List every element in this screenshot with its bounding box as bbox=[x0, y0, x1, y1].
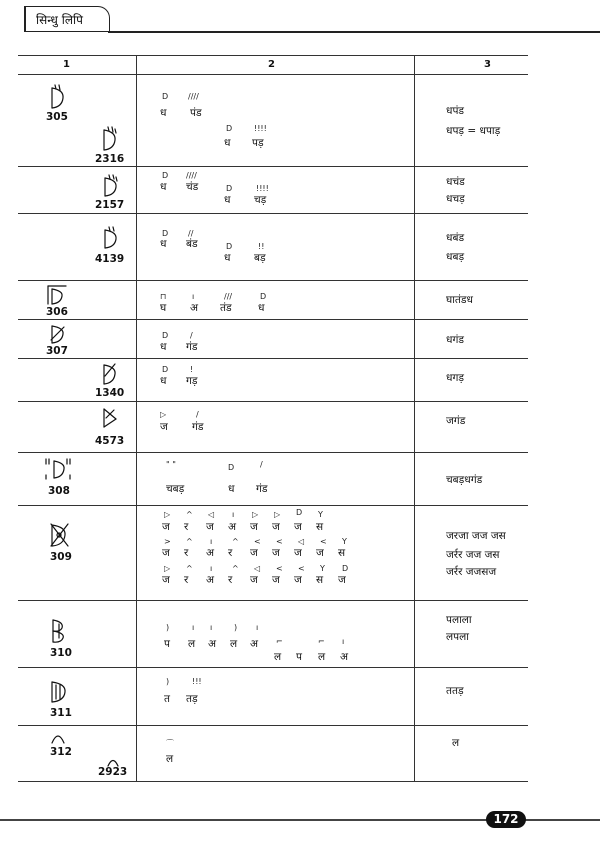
sign-mark: / bbox=[260, 460, 263, 469]
sign-mark: /// bbox=[224, 292, 233, 301]
sign-mark: D bbox=[296, 508, 303, 517]
syllable: ल bbox=[274, 651, 282, 663]
sign-mark: ◁ bbox=[208, 510, 215, 519]
sign-number: 312 bbox=[50, 746, 72, 758]
sign-mark: < bbox=[298, 564, 305, 573]
sign-mark: //// bbox=[188, 92, 199, 101]
row-divider bbox=[18, 280, 528, 281]
syllable: गंड bbox=[186, 341, 198, 353]
sign-mark: ı bbox=[210, 537, 213, 546]
column-divider bbox=[136, 55, 137, 781]
row-divider bbox=[18, 725, 528, 726]
syllable: अ bbox=[206, 547, 215, 559]
sign-mark: !!! bbox=[192, 677, 202, 686]
indus-sign-glyph bbox=[102, 362, 118, 386]
row-divider bbox=[18, 166, 528, 167]
row-divider bbox=[18, 452, 528, 453]
page-number-badge bbox=[486, 811, 526, 828]
syllable: ध bbox=[224, 137, 231, 149]
sign-mark: D bbox=[162, 365, 169, 374]
sign-mark: < bbox=[276, 564, 283, 573]
indus-sign-glyph bbox=[103, 226, 119, 250]
transliteration: धपड़ = धपाड़ bbox=[446, 125, 501, 137]
row-divider bbox=[18, 55, 528, 56]
syllable: अ bbox=[190, 302, 199, 314]
sign-number: 2923 bbox=[98, 766, 128, 778]
sign-mark: ⌐ bbox=[318, 637, 325, 646]
sign-mark: D bbox=[162, 229, 169, 238]
syllable: ध bbox=[224, 194, 231, 206]
sign-mark: / bbox=[196, 410, 199, 419]
sign-mark: D bbox=[162, 331, 169, 340]
sign-number: 2157 bbox=[95, 199, 125, 211]
sign-mark: D bbox=[226, 184, 233, 193]
sign-number: 308 bbox=[48, 485, 70, 497]
sign-mark: ◁ bbox=[254, 564, 261, 573]
sign-mark: ⌒ bbox=[166, 739, 174, 748]
syllable: प bbox=[296, 651, 302, 663]
syllable: ल bbox=[230, 638, 238, 650]
sign-mark: ! bbox=[190, 365, 194, 374]
chapter-header-tab bbox=[24, 6, 110, 32]
syllable: बड़ bbox=[254, 252, 266, 264]
syllable: ध bbox=[160, 238, 167, 250]
sign-number: 1340 bbox=[95, 387, 125, 399]
transliteration: जरजा जज जस bbox=[446, 530, 506, 542]
indus-sign-glyph bbox=[44, 457, 72, 481]
syllable: र bbox=[184, 574, 189, 586]
indus-sign-glyph bbox=[50, 732, 66, 744]
row-divider bbox=[18, 213, 528, 214]
syllable: ज bbox=[294, 521, 302, 533]
row-divider bbox=[18, 667, 528, 668]
transliteration: धबंड bbox=[446, 232, 465, 244]
sign-mark: ^ bbox=[232, 537, 239, 546]
sign-mark: D bbox=[228, 463, 235, 472]
syllable: ल bbox=[318, 651, 326, 663]
transliteration: धगड़ bbox=[446, 372, 464, 384]
syllable: ल bbox=[188, 638, 196, 650]
syllable: स bbox=[338, 547, 346, 559]
syllable: स bbox=[316, 574, 324, 586]
sign-mark: ⊓ bbox=[160, 292, 167, 301]
sign-mark: ▷ bbox=[274, 510, 281, 519]
sign-mark: D bbox=[260, 292, 267, 301]
transliteration: ल bbox=[452, 737, 460, 749]
syllable: तंड bbox=[220, 302, 232, 314]
sign-mark: > bbox=[164, 537, 171, 546]
syllable: र bbox=[184, 547, 189, 559]
syllable: चड़ bbox=[254, 194, 267, 206]
sign-mark: D bbox=[162, 171, 169, 180]
syllable: ध bbox=[160, 181, 167, 193]
sign-mark: ▷ bbox=[160, 410, 167, 419]
transliteration: धबड़ bbox=[446, 251, 465, 263]
sign-number: 2316 bbox=[95, 153, 125, 165]
syllable: ज bbox=[160, 421, 168, 433]
sign-mark: < bbox=[276, 537, 283, 546]
syllable: ज bbox=[338, 574, 346, 586]
syllable: त bbox=[164, 693, 170, 705]
syllable: ज bbox=[272, 521, 280, 533]
syllable: चंड bbox=[186, 181, 199, 193]
syllable: ध bbox=[224, 252, 231, 264]
syllable: ध bbox=[160, 107, 167, 119]
sign-mark: ▷ bbox=[252, 510, 259, 519]
sign-mark: ⌐ bbox=[276, 637, 283, 646]
sign-number: 305 bbox=[46, 111, 68, 123]
indus-sign-glyph bbox=[50, 618, 68, 644]
sign-mark: D bbox=[226, 242, 233, 251]
syllable: स bbox=[316, 521, 324, 533]
syllable: ल bbox=[166, 753, 174, 765]
indus-sign-glyph bbox=[50, 680, 68, 704]
syllable: पड़ bbox=[252, 137, 264, 149]
syllable: अ bbox=[340, 651, 349, 663]
syllable: अ bbox=[208, 638, 217, 650]
sign-mark: Y bbox=[318, 510, 323, 519]
syllable: ज bbox=[162, 547, 170, 559]
transliteration: धगंड bbox=[446, 334, 464, 346]
row-divider bbox=[18, 401, 528, 402]
sign-mark: ^ bbox=[186, 510, 193, 519]
syllable: ध bbox=[228, 483, 235, 495]
sign-mark: !!!! bbox=[254, 124, 267, 133]
sign-mark: !!!! bbox=[256, 184, 269, 193]
sign-mark: D bbox=[162, 92, 169, 101]
syllable: ध bbox=[160, 341, 167, 353]
transliteration: ततड़ bbox=[446, 685, 464, 697]
sign-mark: ı bbox=[210, 623, 213, 632]
syllable: र bbox=[228, 547, 233, 559]
sign-mark: ^ bbox=[232, 564, 239, 573]
syllable: ज bbox=[294, 547, 302, 559]
syllable: र bbox=[184, 521, 189, 533]
syllable: र bbox=[228, 574, 233, 586]
sign-mark: ı bbox=[342, 637, 345, 646]
syllable: बंड bbox=[186, 238, 198, 250]
sign-mark: Y bbox=[342, 537, 347, 546]
row-divider bbox=[18, 505, 528, 506]
column-header-1: 1 bbox=[63, 59, 70, 70]
syllable: ध bbox=[258, 302, 265, 314]
sign-mark: !! bbox=[258, 242, 265, 251]
indus-sign-glyph bbox=[50, 323, 66, 345]
sign-mark: ı bbox=[192, 623, 195, 632]
transliteration: पलाला bbox=[446, 614, 472, 626]
syllable: अ bbox=[228, 521, 237, 533]
syllable: ज bbox=[250, 547, 258, 559]
sign-mark: ) bbox=[166, 623, 170, 632]
sign-mark: ) bbox=[234, 623, 238, 632]
indus-sign-glyph bbox=[46, 284, 68, 306]
sign-mark: ◁ bbox=[298, 537, 305, 546]
sign-number: 4139 bbox=[95, 253, 125, 265]
transliteration: घातंडध bbox=[446, 294, 473, 306]
syllable: अ bbox=[250, 638, 259, 650]
sign-mark: / bbox=[190, 331, 193, 340]
sign-mark: < bbox=[320, 537, 327, 546]
transliteration: जर्रर जज जस bbox=[446, 549, 500, 561]
sign-mark: < bbox=[254, 537, 261, 546]
transliteration: जर्रर जजसज bbox=[446, 566, 497, 578]
header-rule bbox=[108, 31, 600, 33]
transliteration: धचड़ bbox=[446, 193, 465, 205]
chapter-title: सिन्धु लिपि bbox=[36, 13, 83, 27]
syllable: ज bbox=[272, 574, 280, 586]
sign-mark: Y bbox=[320, 564, 325, 573]
column-divider bbox=[414, 55, 415, 781]
syllable: ज bbox=[250, 521, 258, 533]
syllable: ज bbox=[294, 574, 302, 586]
transliteration: धपंड bbox=[446, 105, 465, 117]
sign-mark: ▷ bbox=[164, 564, 171, 573]
sign-mark: ^ bbox=[186, 564, 193, 573]
sign-mark: " " bbox=[166, 460, 176, 469]
transliteration: लपला bbox=[446, 631, 469, 643]
transliteration: जगंड bbox=[446, 415, 466, 427]
syllable: ज bbox=[162, 521, 170, 533]
page-number: 172 bbox=[493, 812, 519, 826]
syllable: ज bbox=[206, 521, 214, 533]
row-divider bbox=[18, 600, 528, 601]
syllable: चबड़ bbox=[166, 483, 185, 495]
syllable: तड़ bbox=[186, 693, 198, 705]
syllable: घ bbox=[160, 302, 167, 314]
syllable: प bbox=[164, 638, 170, 650]
sign-mark: ı bbox=[192, 292, 195, 301]
sign-number: 310 bbox=[50, 647, 72, 659]
transliteration: धचंड bbox=[446, 176, 465, 188]
sign-mark: ı bbox=[232, 510, 235, 519]
syllable: गंड bbox=[256, 483, 268, 495]
row-divider bbox=[18, 319, 528, 320]
sign-mark: //// bbox=[186, 171, 197, 180]
syllable: गड़ bbox=[186, 375, 198, 387]
transliteration: चबड़धगंड bbox=[446, 474, 483, 486]
sign-mark: D bbox=[342, 564, 349, 573]
row-divider bbox=[18, 74, 528, 75]
row-divider bbox=[18, 358, 528, 359]
syllable: अ bbox=[206, 574, 215, 586]
sign-mark: ı bbox=[256, 623, 259, 632]
sign-mark: ^ bbox=[186, 537, 193, 546]
sign-number: 311 bbox=[50, 707, 72, 719]
syllable: पंड bbox=[190, 107, 202, 119]
syllable: ज bbox=[250, 574, 258, 586]
indus-sign-glyph bbox=[102, 126, 118, 152]
syllable: ध bbox=[160, 375, 167, 387]
column-header-2: 2 bbox=[268, 59, 275, 70]
syllable: ज bbox=[162, 574, 170, 586]
row-divider bbox=[18, 781, 528, 782]
sign-mark: ı bbox=[210, 564, 213, 573]
indus-sign-glyph bbox=[102, 407, 118, 429]
sign-number: 4573 bbox=[95, 435, 125, 447]
sign-mark: // bbox=[188, 229, 194, 238]
sign-mark: ▷ bbox=[164, 510, 171, 519]
sign-number: 307 bbox=[46, 345, 68, 357]
column-header-3: 3 bbox=[484, 59, 491, 70]
sign-mark: ) bbox=[166, 677, 170, 686]
sign-number: 309 bbox=[50, 551, 72, 563]
indus-sign-glyph bbox=[50, 522, 70, 548]
syllable: गंड bbox=[192, 421, 204, 433]
sign-mark: D bbox=[226, 124, 233, 133]
indus-sign-glyph bbox=[50, 84, 66, 110]
indus-sign-glyph bbox=[103, 174, 119, 198]
sign-number: 306 bbox=[46, 306, 68, 318]
syllable: ज bbox=[316, 547, 324, 559]
syllable: ज bbox=[272, 547, 280, 559]
